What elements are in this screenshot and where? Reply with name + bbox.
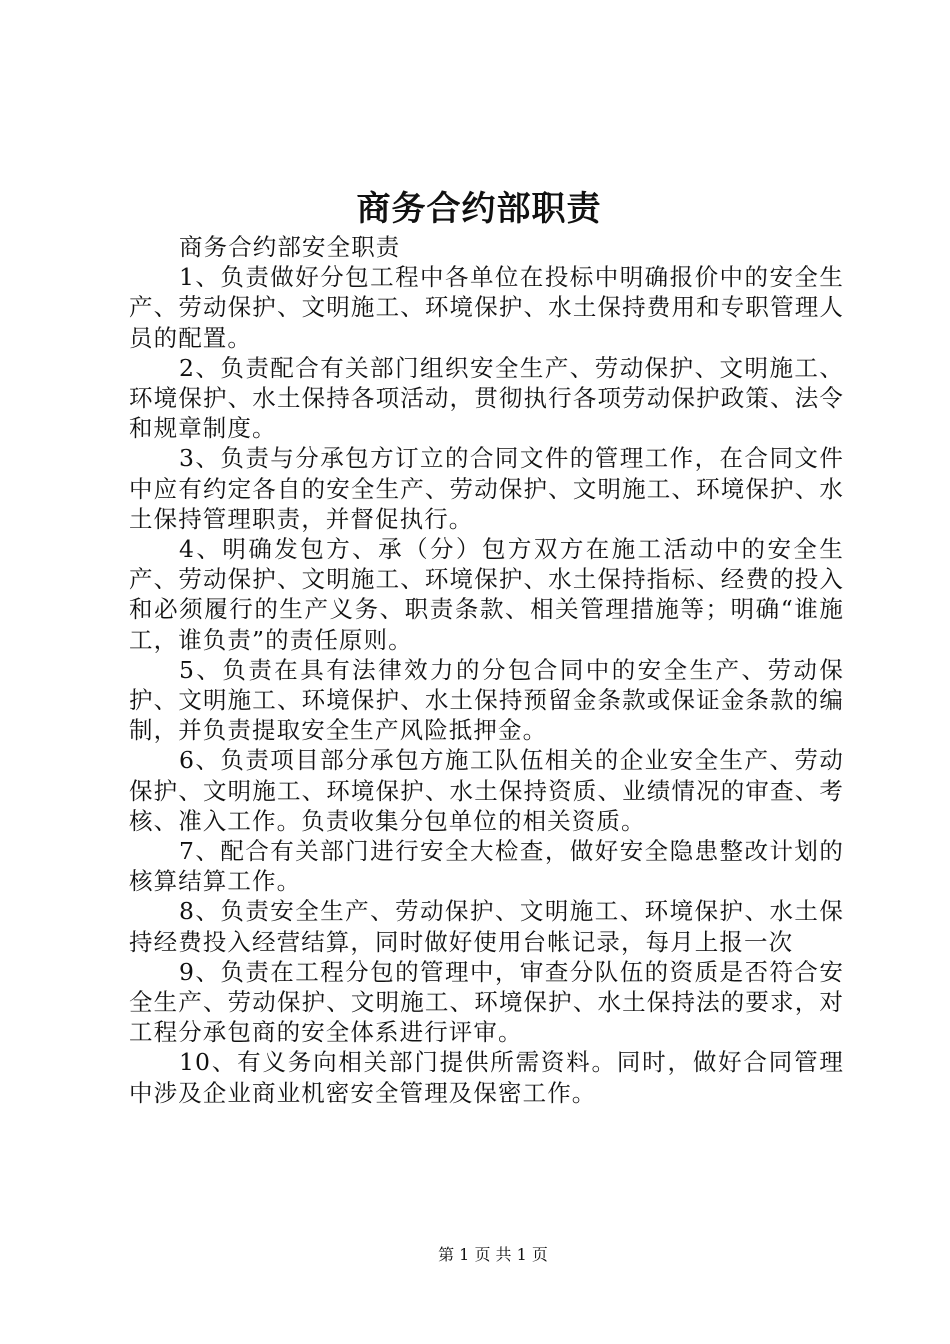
section-heading: 商务合约部安全职责 <box>179 233 401 261</box>
document-title: 商务合约部职责 <box>356 189 602 229</box>
duty-item-8: 8、负责安全生产、劳动保护、文明施工、环境保护、水土保持经费投入经营结算，同时做好使用台帐记录，每月上报一次 <box>129 897 844 956</box>
duty-item-2: 2、负责配合有关部门组织安全生产、劳动保护、文明施工、环境保护、水土保持各项活动，贯彻执行各项劳动保护政策、法令和规章制度。 <box>129 353 844 443</box>
document-body <box>129 232 844 1108</box>
duty-item-9: 9、负责在工程分包的管理中，审查分队伍的资质是否符合安全生产、劳动保护、文明施工、环境保护、水土保持法的要求，对工程分承包商的安全体系进行评审。 <box>129 957 844 1047</box>
duty-item-5: 5、负责在具有法律效力的分包合同中的安全生产、劳动保护、文明施工、环境保护、水土保持预留金条款或保证金条款的编制，并负责提取安全生产风险抵押金。 <box>129 655 844 745</box>
duty-item-10: 10、有义务向相关部门提供所需资料。同时，做好合同管理中涉及企业商业机密安全管理及保密工作。 <box>129 1048 844 1107</box>
page-footer: 第 1 页 共 1 页 <box>438 1245 548 1264</box>
duty-item-6: 6、负责项目部分承包方施工队伍相关的企业安全生产、劳动保护、文明施工、环境保护、水土保持资质、业绩情况的审查、考核、准入工作。负责收集分包单位的相关资质。 <box>129 746 844 835</box>
duty-item-3: 3、负责与分承包方订立的合同文件的管理工作，在合同文件中应有约定各自的安全生产、劳动保护、文明施工、环境保护、水土保持管理职责，并督促执行。 <box>129 444 844 533</box>
duty-item-1: 1、负责做好分包工程中各单位在投标中明确报价中的安全生产、劳动保护、文明施工、环境保护、水土保持费用和专职管理人员的配置。 <box>129 263 844 352</box>
duty-item-4: 4、明确发包方、承（分）包方双方在施工活动中的安全生产、劳动保护、文明施工、环境保护、水土保持指标、经费的投入和必须履行的生产义务、职责条款、相关管理措施等；明确“谁施工，谁负责”的责任原则。 <box>129 535 844 654</box>
duty-item-7: 7、配合有关部门进行安全大检查，做好安全隐患整改计划的核算结算工作。 <box>129 837 844 896</box>
